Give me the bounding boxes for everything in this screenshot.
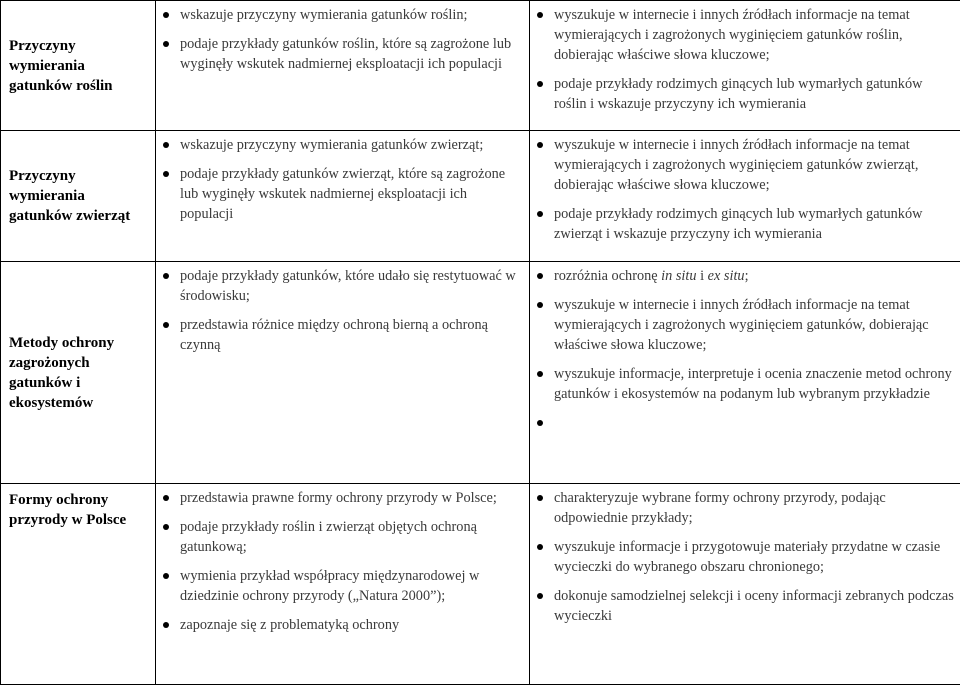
table-row	[1, 1, 960, 131]
list-item: podaje przykłady roślin i zwierząt objętych ochroną gatunkową;	[180, 517, 523, 557]
list-item: zapoznaje się z problematyką ochrony	[180, 615, 523, 635]
table-row	[1, 131, 960, 262]
bullet-list	[156, 131, 529, 224]
list-item: podaje przykłady gatunków zwierząt, które są zagrożone lub wyginęły wskutek nadmiernej eksploatacji ich populacji	[180, 164, 523, 224]
bullet-list	[156, 484, 529, 635]
topic-label: Przyczyny wymierania gatunków roślin	[9, 38, 113, 94]
list-item: dokonuje samodzielnej selekcji i oceny informacji zebranych podczas wycieczki	[554, 586, 954, 626]
topic-label: Metody ochrony zagrożonych gatunków i ekosystemów	[9, 335, 114, 411]
list-item: wskazuje przyczyny wymierania gatunków roślin;	[180, 5, 523, 25]
bullet-list	[156, 1, 529, 74]
list-item: podaje przykłady rodzimych ginących lub wymarłych gatunków roślin i wskazuje przyczyny ich wymierania	[554, 74, 954, 114]
topic-cell	[1, 131, 156, 262]
list-item: podaje przykłady gatunków, które udało się restytuować w środowisku;	[180, 266, 523, 306]
bullet-list	[156, 262, 529, 355]
list-item: przedstawia różnice między ochroną bierną a ochroną czynną	[180, 315, 523, 355]
text-fragment: ;	[745, 268, 749, 284]
table-row	[1, 262, 960, 484]
basic-requirements-cell	[156, 131, 530, 262]
list-item: wyszukuje w internecie i innych źródłach informacje na temat wymierających i zagrożonych wyginięciem gatunków, dobierając właściwe słowa kluczowe;	[554, 295, 954, 355]
list-item: przedstawia prawne formy ochrony przyrody w Polsce;	[180, 488, 523, 508]
bullet-list	[530, 1, 960, 114]
topic-cell	[1, 262, 156, 484]
bullet-list	[530, 131, 960, 244]
list-item: wyszukuje w internecie i innych źródłach informacje na temat wymierających i zagrożonych wyginięciem gatunków roślin, dobierając właściwe słowa kluczowe;	[554, 5, 954, 65]
topic-label: Przyczyny wymierania gatunków zwierząt	[9, 168, 130, 224]
list-item: podaje przykłady rodzimych ginących lub wymarłych gatunków zwierząt i wskazuje przyczyny ich wymierania	[554, 204, 954, 244]
in-situ-term: in situ	[661, 268, 696, 284]
basic-requirements-cell	[156, 484, 530, 685]
text-fragment: rozróżnia ochronę	[554, 268, 661, 284]
list-item: wyszukuje informacje, interpretuje i ocenia znaczenie metod ochrony gatunków i ekosystemów na podanym lub wybranym przykładzie	[554, 364, 954, 404]
empty-list-item	[554, 413, 954, 433]
extended-requirements-cell	[530, 131, 960, 262]
list-item: podaje przykłady gatunków roślin, które są zagrożone lub wyginęły wskutek nadmiernej eksploatacji ich populacji	[180, 34, 523, 74]
table-row	[1, 484, 960, 685]
list-item	[554, 266, 954, 286]
extended-requirements-cell	[530, 484, 960, 685]
list-item: wyszukuje informacje i przygotowuje materiały przydatne w czasie wycieczki do wybranego obszaru chronionego;	[554, 537, 954, 577]
list-item: wskazuje przyczyny wymierania gatunków zwierząt;	[180, 135, 523, 155]
list-item: wyszukuje w internecie i innych źródłach informacje na temat wymierających i zagrożonych wyginięciem gatunków zwierząt, dobierając właściwe słowa kluczowe;	[554, 135, 954, 195]
ex-situ-term: ex situ	[708, 268, 745, 284]
basic-requirements-cell	[156, 262, 530, 484]
topic-cell	[1, 484, 156, 685]
basic-requirements-cell	[156, 1, 530, 131]
extended-requirements-cell	[530, 262, 960, 484]
topic-label: Formy ochrony przyrody w Polsce	[9, 492, 126, 528]
topic-cell	[1, 1, 156, 131]
bullet-list	[530, 484, 960, 626]
list-item: wymienia przykład współpracy międzynarodowej w dziedzinie ochrony przyrody („Natura 2000”);	[180, 566, 523, 606]
extended-requirements-cell	[530, 1, 960, 131]
text-fragment: i	[697, 268, 708, 284]
bullet-list	[530, 262, 960, 433]
list-item: charakteryzuje wybrane formy ochrony przyrody, podając odpowiednie przykłady;	[554, 488, 954, 528]
